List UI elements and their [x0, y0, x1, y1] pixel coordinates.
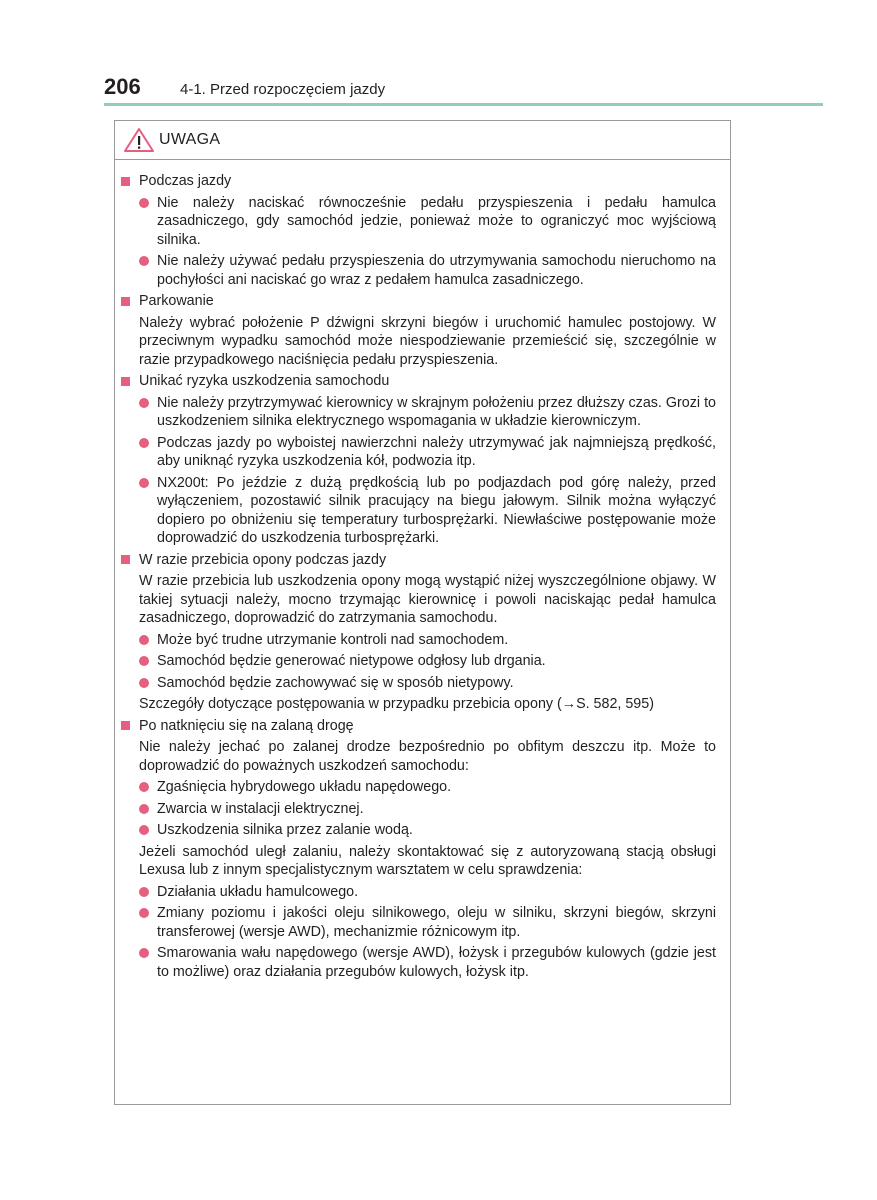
bullet-dot-icon	[139, 635, 149, 645]
bullet-dot-icon	[139, 398, 149, 408]
paragraph: Nie należy jechać po zalanej drodze bezpośrednio po obfitym deszczu itp. Może to doprowadzić do poważnych uszkodzeń samochodu:	[139, 739, 716, 774]
warning-content	[115, 160, 730, 981]
bullet-dot-icon	[139, 948, 149, 958]
bullet-dot-icon	[139, 804, 149, 814]
square-bullet-icon	[121, 297, 130, 306]
list-item: Może być trudne utrzymanie kontroli nad samochodem.	[139, 631, 716, 650]
list-item: Zwarcia w instalacji elektrycznej.	[139, 800, 716, 819]
warning-title: UWAGA	[159, 131, 221, 148]
bullet-dot-icon	[139, 478, 149, 488]
bullet-dot-icon	[139, 908, 149, 918]
list-item: Zgaśnięcia hybrydowego układu napędowego.	[139, 778, 716, 797]
section-heading: W razie przebicia opony podczas jazdy	[121, 551, 716, 570]
warning-box	[114, 120, 731, 1105]
list-item: Zmiany poziomu i jakości oleju silnikowego, oleju w silniku, skrzyni biegów, skrzyni transferowej (wersje AWD), mechanizmie różnicowym itp.	[139, 904, 716, 941]
list-item: Smarowania wału napędowego (wersje AWD), łożysk i przegubów kulowych (gdzie jest to możliwe) oraz działania przegubów kulowych, łożysk itp.	[139, 944, 716, 981]
list-item: Nie należy używać pedału przyspieszenia do utrzymywania samochodu nieruchomo na pochyłości ani naciskać go wraz z pedałem hamulca zasadniczego.	[139, 252, 716, 289]
warning-header	[115, 121, 730, 160]
list-item: Działania układu hamulcowego.	[139, 883, 716, 902]
section-heading: Podczas jazdy	[121, 172, 716, 191]
section-heading: Parkowanie	[121, 292, 716, 311]
bullet-dot-icon	[139, 782, 149, 792]
list-item: Uszkodzenia silnika przez zalanie wodą.	[139, 821, 716, 840]
bullet-dot-icon	[139, 825, 149, 835]
list-item: Samochód będzie zachowywać się w sposób nietypowy.	[139, 674, 716, 693]
page-reference: Szczegóły dotyczące postępowania w przypadku przebicia opony (→S. 582, 595)	[139, 696, 654, 712]
square-bullet-icon	[121, 177, 130, 186]
list-item: Samochód będzie generować nietypowe odgłosy lub drgania.	[139, 652, 716, 671]
paragraph: W razie przebicia lub uszkodzenia opony mogą wystąpić niżej wyszczególnione objawy. W takiej sytuacji należy, mocno trzymając kierownicę i powoli naciskając pedał hamulca zasadniczego, doprowadzić do zatrzymania samochodu.	[139, 573, 716, 626]
list-item: NX200t: Po jeździe z dużą prędkością lub po podjazdach pod górę należy, przed wyłączeniem, pozostawić silnik pracujący na biegu jałowym. Silnik można wyłączyć dopiero po obniżeniu się temperatury turbosprężarki. Niewłaściwe postępowanie może doprowadzić do uszkodzenia turbosprężarki.	[139, 474, 716, 548]
bullet-dot-icon	[139, 887, 149, 897]
paragraph: Jeżeli samochód uległ zalaniu, należy skontaktować się z autoryzowaną stacją obsługi Lexusa lub z innym specjalistycznym warsztatem w celu sprawdzenia:	[139, 843, 716, 878]
bullet-dot-icon	[139, 678, 149, 688]
square-bullet-icon	[121, 377, 130, 386]
warning-triangle-icon	[123, 127, 155, 153]
section-heading: Po natknięciu się na zalaną drogę	[121, 717, 716, 736]
list-item: Nie należy naciskać równocześnie pedału przyspieszenia i pedału hamulca zasadniczego, gdy samochód jedzie, ponieważ może to ograniczyć moc wyjściową silnika.	[139, 194, 716, 250]
chapter-title: 4-1. Przed rozpoczęciem jazdy	[180, 81, 386, 98]
bullet-dot-icon	[139, 198, 149, 208]
page-header	[104, 74, 385, 100]
list-item: Podczas jazdy po wyboistej nawierzchni należy utrzymywać jak najmniejszą prędkość, aby uniknąć ryzyka uszkodzenia kół, podwozia itp.	[139, 434, 716, 471]
header-rule	[104, 103, 823, 106]
square-bullet-icon	[121, 721, 130, 730]
bullet-dot-icon	[139, 256, 149, 266]
section-heading: Unikać ryzyka uszkodzenia samochodu	[121, 372, 716, 391]
list-item: Nie należy przytrzymywać kierownicy w skrajnym położeniu przez dłuższy czas. Grozi to uszkodzeniem silnika elektrycznego wspomagania w układzie kierowniczym.	[139, 394, 716, 431]
paragraph: Należy wybrać położenie P dźwigni skrzyni biegów i uruchomić hamulec postojowy. W przeciwnym wypadku samochód może niespodziewanie przemieścić się, szczególnie w razie przypadkowego naciśnięcia pedału przyspieszenia.	[139, 314, 716, 368]
bullet-dot-icon	[139, 656, 149, 666]
bullet-dot-icon	[139, 438, 149, 448]
square-bullet-icon	[121, 555, 130, 564]
page-number: 206	[104, 74, 141, 99]
